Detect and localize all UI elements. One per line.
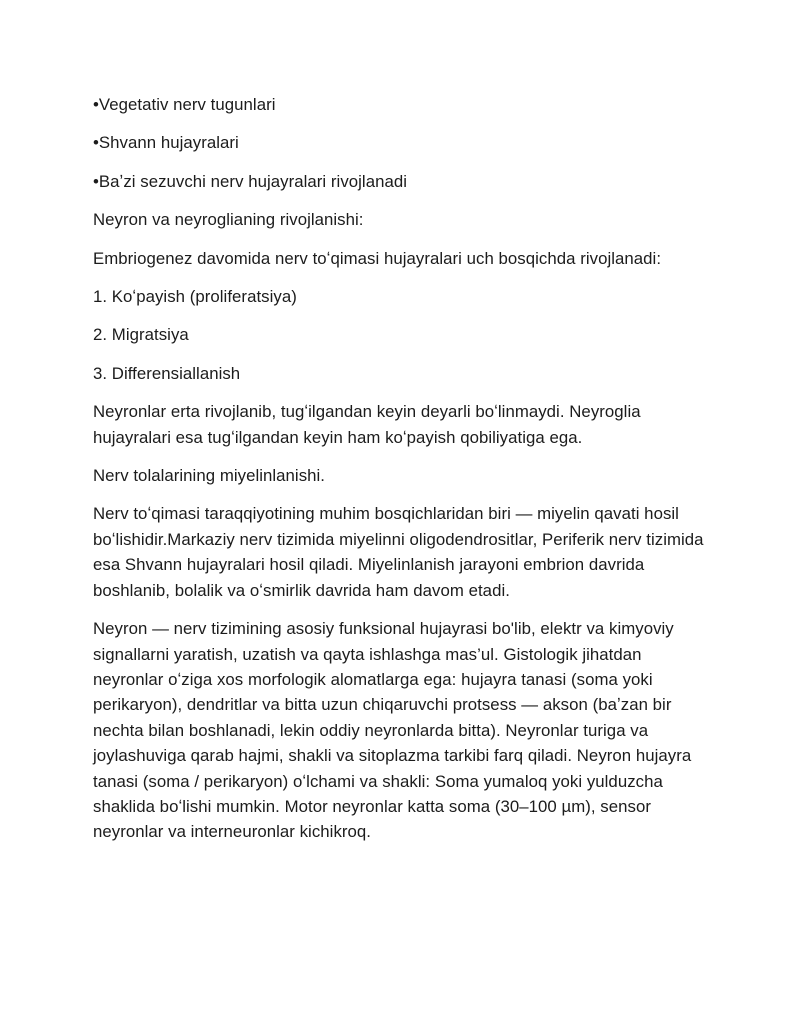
section-heading-neyron-rivojlanishi: Neyron va neyroglianing rivojlanishi: [93, 210, 364, 230]
paragraph-neyron-tavsifi: Neyron — nerv tizimining asosiy funksional hujayrasi bo'lib, elektr va kimyoviy signallarni yaratish, uzatish va qayta ishlashga mas’ul. Gistologik jihatdan neyronlar oʻziga xos morfologik alomatlarga ega: hujayra tanasi (soma yoki perikaryon), dendritlar va bitta uzun chiqaruvchi protsess — akson (baʼzan bir nechta bilan boshlanadi, lekin oddiy neyronlarda bitta). Neyronlar turiga va joylashuviga qarab hajmi, shakli va sitoplazma tarkibi farq qiladi. Neyron hujayra tanasi (soma / perikaryon) oʻlchami va shakli: Soma yumaloq yoki yulduzcha shaklida boʻlishi mumkin. Motor neyronlar katta soma (30–100 µm), sensor neyronlar va interneuronlar kichikroq. [93, 619, 692, 842]
section-heading-miyelinlanish: Nerv tolalarining miyelinlanishi. [93, 466, 326, 486]
bullet-vegetativ: •Vegetativ nerv tugunlari [93, 95, 276, 114]
paragraph-miyelin-qavati: Nerv toʻqimasi taraqqiyotining muhim bosqichlaridan biri — miyelin qavati hosil boʻlishidir.Markaziy nerv tizimida miyelinni oligodendrositlar, Periferik nerv tizimida esa Shvann hujayralari hosil qiladi. Miyelinlanish jarayoni embrion davrida boshlanib, bolalik va oʻsmirlik davrida ham davom etadi. [93, 504, 704, 600]
list-item-kopayish: 1. Koʻpayish (proliferatsiya) [93, 287, 297, 307]
paragraph-embriogenez: Embriogenez davomida nerv toʻqimasi hujayralari uch bosqichda rivojlanadi: [93, 248, 662, 268]
list-item-differensiallanish: 3. Differensiallanish [93, 363, 241, 383]
bullet-shvann: •Shvann hujayralari [93, 133, 239, 153]
list-item-migratsiya: 2. Migratsiya [93, 325, 189, 345]
bullet-sezuvchi: •Baʼzi sezuvchi nerv hujayralari rivojlanadi [93, 171, 408, 191]
document-body [93, 92, 713, 858]
paragraph-neyronlar-rivojlanib: Neyronlar erta rivojlanib, tugʻilgandan keyin deyarli boʻlinmaydi. Neyroglia hujayralari esa tugʻilgandan keyin ham koʻpayish qobiliyatiga ega. [93, 402, 641, 447]
